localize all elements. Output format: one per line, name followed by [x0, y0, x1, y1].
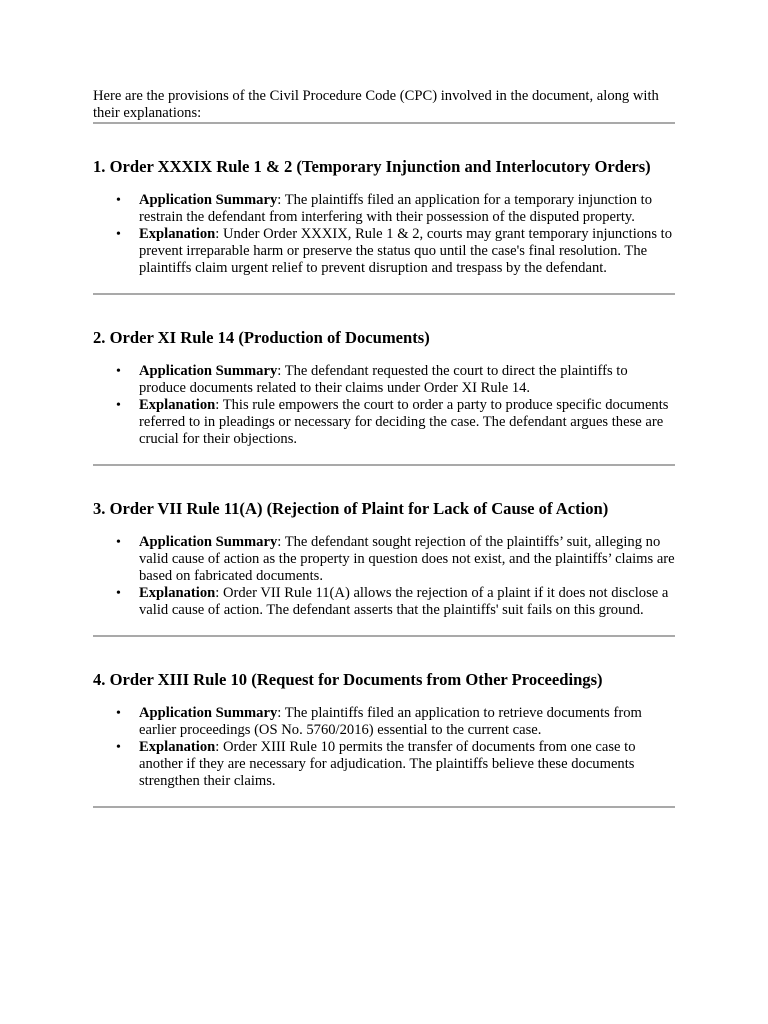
item-label: Application Summary	[139, 534, 278, 550]
section-order-xiii	[93, 670, 675, 808]
divider	[93, 293, 675, 295]
bullet-icon: •	[116, 227, 121, 242]
section-order-xxxix	[93, 157, 675, 295]
section-order-xi	[93, 328, 675, 466]
divider	[93, 806, 675, 808]
list-item	[116, 739, 675, 790]
bullet-list	[93, 705, 675, 790]
divider	[93, 464, 675, 466]
list-item	[116, 705, 675, 739]
intro-paragraph: Here are the provisions of the Civil Procedure Code (CPC) involved in the document, along with their explanations:	[93, 88, 659, 121]
section-heading: 2. Order XI Rule 14 (Production of Documents)	[93, 328, 430, 347]
bullet-icon: •	[116, 193, 121, 208]
item-text: : Order VII Rule 11(A) allows the rejection of a plaint if it does not disclose a valid cause of action. The defendant asserts that the plaintiffs' suit fails on this ground.	[139, 585, 669, 618]
bullet-icon: •	[116, 398, 121, 413]
bullet-icon: •	[116, 586, 121, 601]
item-label: Application Summary	[139, 705, 278, 721]
item-text: : The defendant sought rejection of the plaintiffs’ suit, alleging no valid cause of action as the property in question does not exist, and the plaintiffs’ claims are based on fabricated documents.	[139, 534, 675, 584]
section-heading: 1. Order XXXIX Rule 1 & 2 (Temporary Injunction and Interlocutory Orders)	[93, 157, 651, 176]
list-item	[116, 192, 675, 226]
bullet-icon: •	[116, 740, 121, 755]
list-item	[116, 363, 675, 397]
bullet-icon: •	[116, 535, 121, 550]
item-text: : The plaintiffs filed an application for a temporary injunction to restrain the defendant from interfering with their possession of the disputed property.	[139, 192, 652, 225]
item-text: : Under Order XXXIX, Rule 1 & 2, courts may grant temporary injunctions to prevent irreparable harm or preserve the status quo until the case's final resolution. The plaintiffs claim urgent relief to prevent disruption and trespass by the defendant.	[139, 226, 673, 276]
item-label: Application Summary	[139, 192, 278, 208]
item-label: Explanation	[139, 226, 216, 242]
item-label: Explanation	[139, 739, 216, 755]
bullet-list	[93, 534, 675, 619]
list-item	[116, 397, 675, 448]
section-heading: 3. Order VII Rule 11(A) (Rejection of Plaint for Lack of Cause of Action)	[93, 499, 609, 518]
item-text: : This rule empowers the court to order a party to produce specific documents referred to in pleadings or necessary for deciding the case. The defendant argues these are crucial for their objections.	[139, 397, 669, 447]
item-text: : The defendant requested the court to direct the plaintiffs to produce documents related to their claims under Order XI Rule 14.	[139, 363, 628, 396]
item-text: : The plaintiffs filed an application to retrieve documents from earlier proceedings (OS No. 5760/2016) essential to the current case.	[139, 705, 642, 738]
section-heading: 4. Order XIII Rule 10 (Request for Documents from Other Proceedings)	[93, 670, 603, 689]
divider	[93, 122, 675, 124]
item-text: : Order XIII Rule 10 permits the transfer of documents from one case to another if they are necessary for adjudication. The plaintiffs believe these documents strengthen their claims.	[139, 739, 636, 789]
list-item	[116, 534, 675, 585]
item-label: Explanation	[139, 397, 216, 413]
section-order-vii	[93, 499, 675, 637]
divider	[93, 635, 675, 637]
item-label: Application Summary	[139, 363, 278, 379]
list-item	[116, 226, 675, 277]
item-label: Explanation	[139, 585, 216, 601]
bullet-icon: •	[116, 364, 121, 379]
bullet-icon: •	[116, 706, 121, 721]
bullet-list	[93, 192, 675, 277]
list-item	[116, 585, 675, 619]
bullet-list	[93, 363, 675, 448]
